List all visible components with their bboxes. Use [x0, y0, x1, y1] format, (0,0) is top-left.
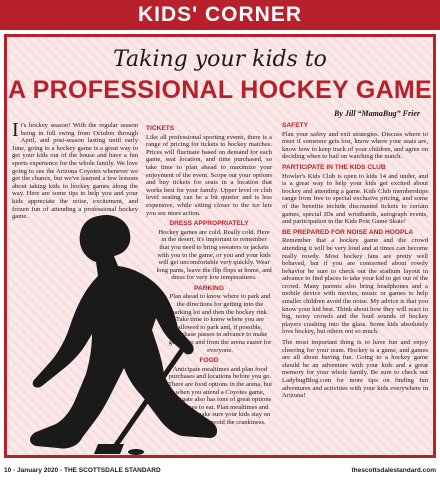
section-body-kids-club: Howler's Kids Club is open to kids 14 and under, and is a great way to help your kids get excited about hockey and attending a game. Kids Club memberships range from free to special exclusive pricing, and some of the benefits include discounted tickets to certain games, special IDs and wristbands, autograph events, and participation in the Kids Post Game Skate!	[282, 172, 428, 226]
section-body-noise: Remember that a hockey game and the crowd attending it will be very loud and at times can become really rowdy. Most hockey fans are pretty well behaved, but if you are concerned about rowdy behavior be sure to check out the stadium layout in advance to find places to take your kid to get out of the crowd. Many parents also bring headphones and a mobile device with movies, music or games to help smaller children avoid the noise. My advice is that you know your kid best. Think about how they will react to big, noisy crowds and the loud sounds of hockey players crashing into the glass. Some kids absolutely love hockey, but others not so much.	[282, 237, 428, 336]
article-column-3	[282, 122, 428, 402]
page-footer	[0, 464, 440, 480]
section-body-tickets: Like all professional sporting events, there is a range of pricing for tickets to hockey matches. Prices will fluctuate based on demand for each game, seat location, and time purchased, so take time to plan ahead to maximize your enjoyment of the event. Scope out your options and buy tickets for seats in a location that works best for your family. Upper level or club level seating can be a bit quieter and is less expensive, while sitting closer to the ice lets you see more action.	[146, 133, 272, 217]
article-headline: A PROFESSIONAL HOCKEY GAME	[7, 76, 433, 104]
section-body-safety: Plan your safety and exit strategies. Discuss where to meet if someone gets lost, know where your seats are, know how to keep track of your children, and agree on deciding when to bail on watching the match.	[282, 130, 428, 161]
article-byline: By Jill “MamaBug” Frier	[333, 109, 420, 118]
article-column-1	[12, 119, 138, 223]
section-body-parking: Plan ahead to know where to park and the directions for getting into the parking lot and then the hockey rink. Take time to know where you are allowed to park and, if possible, purchase passes in advance to make getting to and from the arena easier for everyone.	[168, 293, 272, 354]
section-title: KIDS' CORNER	[137, 3, 302, 26]
section-heading-dress: DRESS APPROPRIATELY	[169, 220, 249, 228]
section-heading-food: FOOD	[199, 357, 219, 365]
article-kicker: Taking your kids to	[113, 47, 327, 72]
footer-website: thescottsdalestandard.com	[351, 467, 436, 474]
closing-paragraph: The most important thing is to have fun and enjoy cheering for your team. Hockey is a game, and games are all about having fun. Going to a hockey game should be an adventure with your kids and a great memory for your whole family. Be sure to check out LadybugBlog.com for more tips on finding fun adventures and activities with your kids everywhere in Arizona!	[282, 339, 428, 400]
section-heading-tickets: TICKETS	[146, 125, 175, 132]
section-heading-noise: BE PREPARED FOR NOISE AND HOOPLA	[282, 228, 414, 236]
footer-issue: 10 - January 2020 - THE SCOTTSDALE STANDARD	[4, 467, 161, 474]
section-heading-safety: SAFETY	[282, 122, 309, 129]
section-heading-parking: PARKING	[194, 284, 224, 292]
section-body-dress: Hockey games are cold. Really cold. Here in the desert, it's important to remember that you need to bring sweaters or jackets with you to the game, or you and your kids will get uncomfortable very quickly. Wear long pants, leave the flip flops at home, and dress for very low temperatures.	[156, 228, 272, 282]
drop-cap: I	[12, 119, 19, 141]
intro-paragraph: It's hockey season! With the regular season being in full swing from October through April, and post-season lasting until early June, going to a hockey game is a great way to get your kids out of the house and have a fun sports experience for the whole family. We love going to see the Arizona Coyotes whenever we get the chance, but we've learned a few lessons about taking kids to hockey games along the way. Here are some tips to help you and your kids appreciate the noise, excitement, and frozen fun of attending a professional hockey game.	[12, 119, 138, 221]
section-body-food: Anticipate mealtimes and plan food purchases and locations before you go. There are food options in the arena, but when you attend a Coyotes game, Westgate also has tons of great options for places to eat. Plan mealtimes and venues to make sure your kids stay on schedule and avoid the crankiness.	[168, 365, 272, 426]
section-heading-kids-club: PARTICIPATE IN THE KIDS CLUB	[282, 163, 386, 171]
article-column-2	[146, 122, 272, 429]
